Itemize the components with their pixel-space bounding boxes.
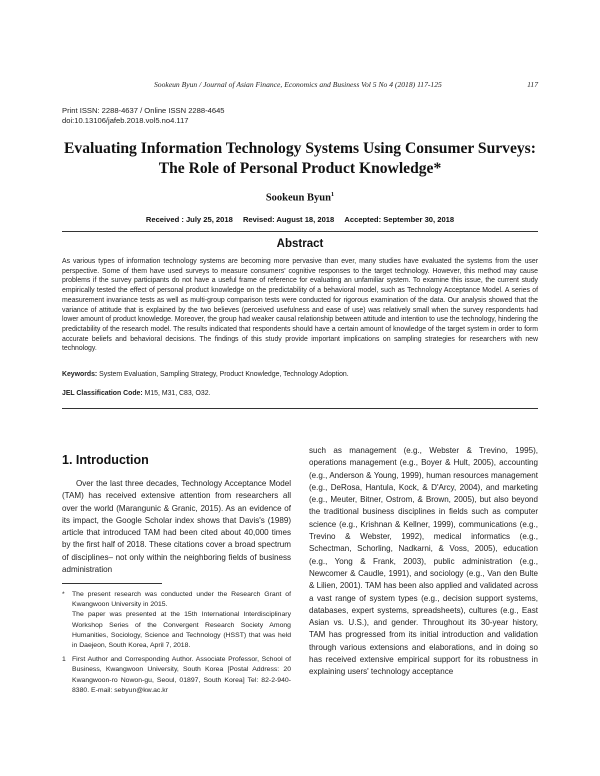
- jel-text: M15, M31, C83, O32.: [144, 390, 211, 397]
- title-line-1: Evaluating Information Technology Systems Using Consumer Surveys:: [64, 140, 536, 157]
- submission-dates: [0, 215, 600, 224]
- intro-paragraph-left: Over the last three decades, Technology Acceptance Model (TAM) has received extensive attention from researchers all over the world (Marangunic & Granic, 2015). As an evidence of its impact, the Google Scholar index shows that Davis's (1989) article that introduced TAM had been cited about 40,000 times by the first half of 2018. These citations cover a broad spectrum of disciplines– not only within the neighboring fields of business administration: [62, 479, 291, 575]
- keywords-text: System Evaluation, Sampling Strategy, Product Knowledge, Technology Adoption.: [99, 371, 349, 378]
- jel-label: JEL Classification Code:: [62, 390, 143, 397]
- revised-date: Revised: August 18, 2018: [242, 215, 335, 224]
- footnote-mark: *: [62, 591, 65, 598]
- intro-paragraph-right: such as management (e.g., Webster & Trevino, 1995), operations management (e.g., Boyer & Hult, 2005), accounting (e.g., Anderson & Young, 1999), human resources management (e.g., DeRosa, Hantula, Kock, & D'Arcy, 2004), and marketing (e.g., Meuter, Bitner, Ostrom, & Brown, 2005), but also beyond the traditional business disciplines in fields such as computer science (e.g., Krishnan & Kellner, 1999), communications (e.g., Trevino & Webster, 1992), medical informatics (e.g., Schectman, Schorling, Nadkarni, & Voss, 2005), education (e.g., Yong & Frank, 2003), public administration (e.g., Newcomer & Caudle, 1991), and sociology (e.g., Van den Bulte & Lilien, 2001). TAM has been also applied and validated across a vast range of system types (e.g., decision support systems, databases, expert systems, spreadsheets), cultures (e.g., East Asian vs. U.S.), and gender. Throughout its 30-year history, TAM has progressed from its initial introduction and validation through various extensions and elaborations, and in doing so has received extensive empirical support for its robustness in explaining users' technology acceptance: [309, 446, 538, 677]
- doi-line: doi:10.13106/jafeb.2018.vol5.no4.117: [62, 116, 189, 125]
- received-date: Received : July 25, 2018: [145, 215, 233, 224]
- footnote-author: [62, 655, 291, 696]
- footnote-grant: [62, 590, 291, 651]
- abstract-heading: Abstract: [276, 238, 324, 250]
- intro-left-column: [62, 478, 291, 576]
- issn-block: [62, 106, 225, 126]
- footnote-text: The paper was presented at the 15th International Interdisciplinary Workshop Series of the Convergent Research Society Among Humanities, Sociology, Science and Technology (HSST) that was held in Daejeon, South Korea, April 7, 2018.: [72, 611, 291, 650]
- author-line: [0, 191, 600, 204]
- footnote-text: The present research was conducted under the Research Grant of Kwangwoon University in 2015.: [72, 591, 291, 609]
- footnotes: [62, 590, 291, 696]
- section-heading: 1. Introduction: [62, 453, 149, 467]
- intro-right-column: [309, 445, 538, 679]
- footnote-text: First Author and Corresponding Author. Associate Professor, School of Business, Kwangwoon University, South Korea [Postal Address: 20 Kwangwoon-ro Nowon-gu, Seoul, 01897, South Korea] Tel: 82-2-940-8380. E-mail: sebyun@kw.ac.kr: [72, 656, 291, 694]
- divider-top: [62, 231, 538, 232]
- journal-citation: Sookeun Byun / Journal of Asian Finance, Economics and Business Vol 5 No 4 (2018) 117-125: [154, 80, 442, 89]
- jel-classification: [62, 390, 538, 397]
- accepted-date: Accepted: September 30, 2018: [344, 215, 455, 224]
- footnote-divider: [62, 583, 162, 584]
- keywords-label: Keywords:: [62, 371, 98, 378]
- issn-line: Print ISSN: 2288-4637 / Online ISSN 2288-4645: [62, 106, 225, 115]
- keywords: [62, 371, 538, 378]
- paper-title: [40, 139, 560, 179]
- footnote-mark: 1: [62, 656, 66, 664]
- author-name: Sookeun Byun: [265, 192, 331, 204]
- page-number: 117: [527, 80, 538, 89]
- abstract-body: As various types of information technology systems are becoming more pervasive than ever, many studies have evaluated the systems from the user perspective. Some of them have used surveys to measure consumers' cognitive responses to the target technology. However, this method may cause problems if the survey participants do not have a useful frame of reference for evaluating an unfamiliar system. To examine this issue, the current study empirically tested the effect of personal product knowledge on the predictability of a behavioral model, such as Technology Acceptance Model. A series of measurement invariance tests as well as multi-group comparison tests were conducted for rigorous examination of the data. Our analysis showed that the variance of attitude that is explained by the two believes (perceived usefulness and ease of use) was relatively small when the survey respondents had lower amount of product knowledge. Moreover, the group had weaker causal relationship between attitude and intention to use the technology, hindering the predictability of the research model. The results indicated that respondents should have a certain amount of knowledge of the target system in order to form accurate beliefs and behavioral decisions. The findings of this study provide important implications on sampling strategies for researchers with new technology.: [62, 258, 538, 353]
- divider-bottom: [62, 408, 538, 409]
- title-line-2: The Role of Personal Product Knowledge*: [158, 160, 442, 177]
- author-superscript: 1: [330, 191, 335, 198]
